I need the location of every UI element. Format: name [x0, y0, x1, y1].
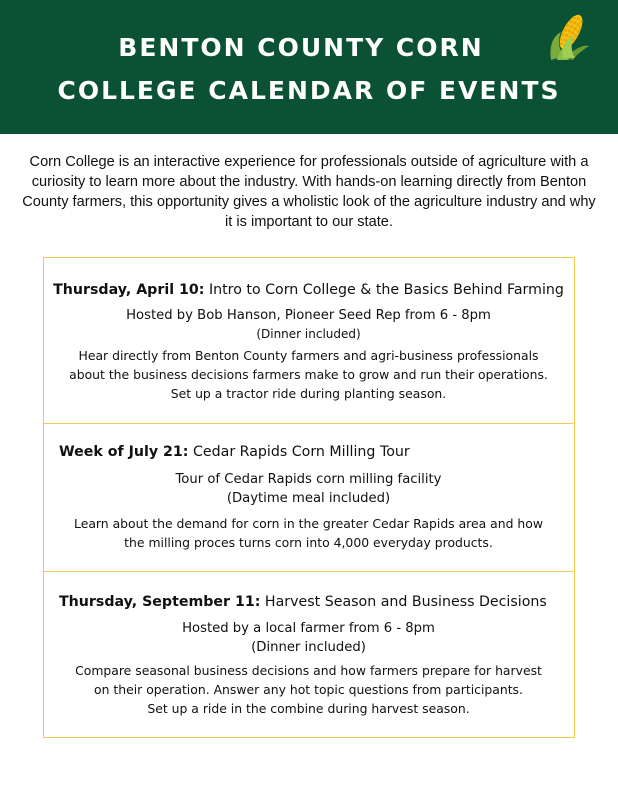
event-title-line: [44, 282, 573, 298]
event-description-line: on their operation. Answer any hot topic questions from participants.: [94, 682, 523, 697]
event-host: Hosted by Bob Hanson, Pioneer Seed Rep from 6 - 8pm: [126, 308, 491, 323]
event-description-line: Compare seasonal business decisions and how farmers prepare for harvest: [75, 663, 542, 678]
event-card: [44, 423, 573, 572]
event-title: Intro to Corn College & the Basics Behind Farming: [208, 282, 564, 298]
event-host: Hosted by a local farmer from 6 - 8pm: [182, 621, 435, 636]
corn-cob-icon: [543, 10, 593, 62]
event-title-line: [59, 444, 588, 460]
event-meal: (Daytime meal included): [226, 491, 391, 506]
event-description-line: about the business decisions farmers make to grow and run their operations.: [69, 367, 548, 382]
event-title: Cedar Rapids Corn Milling Tour: [192, 444, 410, 460]
event-meal: (Dinner included): [251, 640, 366, 655]
event-meal: (Dinner included): [256, 327, 361, 341]
event-host: Tour of Cedar Rapids corn milling facility: [175, 472, 442, 487]
event-card: [44, 571, 573, 738]
event-description-line: Set up a tractor ride during planting season.: [170, 386, 447, 401]
events-calendar-box: [43, 257, 575, 738]
event-title: Harvest Season and Business Decisions: [264, 594, 547, 610]
event-card: [44, 258, 573, 423]
event-date: Thursday, April 10:: [53, 282, 205, 298]
header-banner: [0, 0, 618, 134]
page-title-line-1: BENTON COUNTY CORN: [118, 33, 484, 62]
intro-paragraph: Corn College is an interactive experience for professionals outside of agriculture with a curiosity to learn more about the industry. With hands-on learning directly from Benton County farmers, this opportunity gives a wholistic look of the agriculture industry and why it is important to our state.: [22, 154, 596, 230]
event-description-line: Set up a ride in the combine during harvest season.: [147, 701, 470, 716]
event-description-line: Learn about the demand for corn in the greater Cedar Rapids area and how: [74, 516, 543, 531]
event-description-line: the milling proces turns corn into 4,000 everyday products.: [124, 535, 493, 550]
event-date: Thursday, September 11:: [59, 594, 261, 610]
event-title-line: [59, 594, 588, 610]
event-date: Week of July 21:: [59, 444, 189, 460]
page-title-line-2: COLLEGE CALENDAR OF EVENTS: [57, 76, 561, 105]
event-description-line: Hear directly from Benton County farmers and agri-business professionals: [78, 348, 539, 363]
